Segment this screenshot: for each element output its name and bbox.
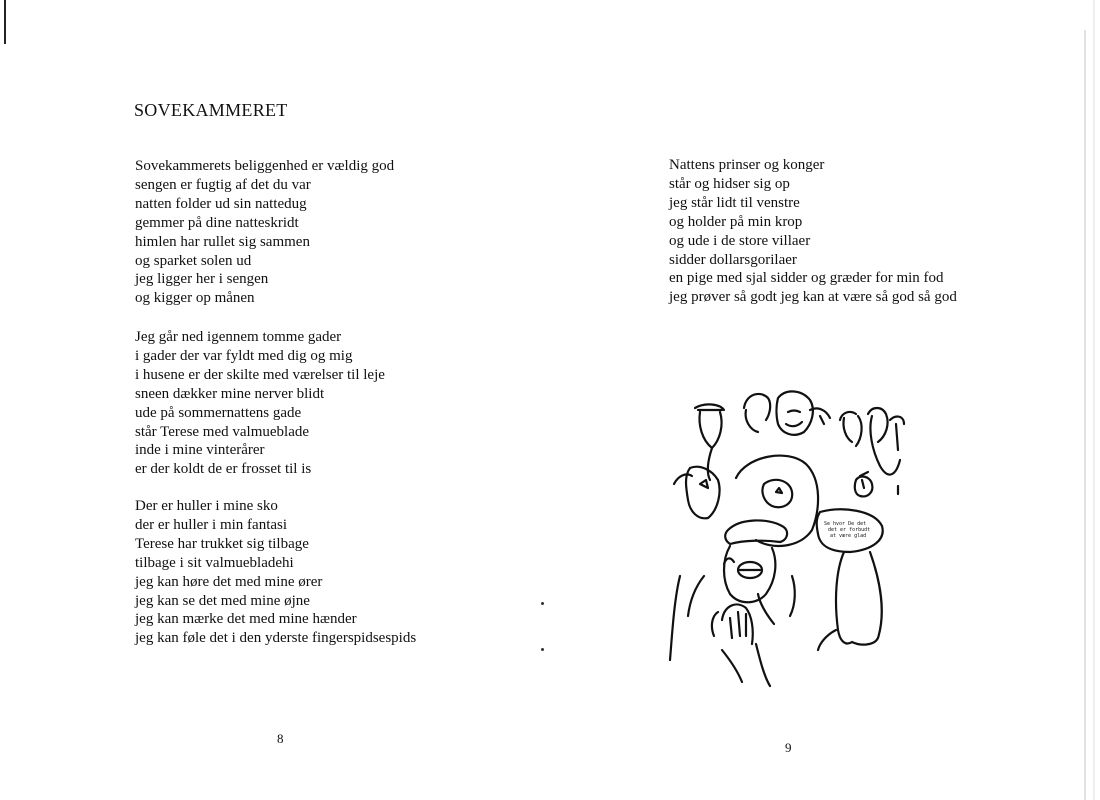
poem-line: jeg står lidt til venstre	[669, 194, 800, 211]
poem-line: står og hidser sig op	[669, 175, 790, 192]
page-edge-left	[4, 0, 6, 44]
page-number-left: 8	[277, 731, 284, 746]
poem-line: gemmer på dine natteskridt	[135, 214, 299, 231]
poem-line: Jeg går ned igennem tomme gader	[135, 329, 342, 345]
poem-line: tilbage i sit valmuebladehi	[135, 554, 294, 571]
poem-line: ude på sommernattens gade	[135, 404, 302, 421]
poem-line: jeg kan se det med mine øjne	[135, 592, 310, 609]
poem-line: og kigger op månen	[135, 290, 255, 307]
poem-line: og sparket solen ud	[135, 252, 252, 269]
poem-line: natten folder ud sin nattedug	[135, 195, 307, 212]
poem-line: sidder dollarsgorilaer	[669, 251, 797, 268]
poem-line: himlen har rullet sig sammen	[135, 233, 310, 250]
poem-line: sengen er fugtig af det du var	[135, 176, 311, 193]
poem-line: en pige med sjal sidder og græder for min fod	[669, 270, 944, 287]
page-edge-right	[1084, 30, 1086, 800]
poem-stanza	[135, 497, 416, 648]
poem-line: er der koldt de er frosset til is	[135, 461, 312, 478]
poem-line: Der er huller i mine sko	[135, 498, 278, 514]
speck	[541, 648, 544, 651]
poem-line: jeg ligger her i sengen	[135, 271, 269, 288]
poem-line: Sovekammerets beliggenhed er vældig god	[135, 158, 395, 174]
speck	[541, 602, 544, 605]
poem-line: Nattens prinser og konger	[669, 157, 825, 173]
poem-line: Terese har trukket sig tilbage	[135, 535, 309, 552]
poem-line: og holder på min krop	[669, 213, 803, 230]
page-number-right: 9	[785, 740, 792, 755]
poem-title: SOVEKAMMERET	[134, 100, 288, 120]
poem-line: der er huller i min fantasi	[135, 516, 288, 533]
page-edge-right-outer	[1093, 0, 1095, 800]
poem-line: jeg kan høre det med mine ører	[135, 573, 323, 590]
poem-line: jeg kan føle det i den yderste fingerspidsespids	[135, 630, 417, 647]
poem-line: i gader der var fyldt med dig og mig	[135, 347, 353, 364]
poem-line: sneen dækker mine nerver blidt	[135, 385, 325, 402]
sign-text-line: Se hvor De det	[824, 521, 867, 527]
sign-text-line: det er forbudt	[828, 527, 871, 533]
poem-line: inde i mine vinterårer	[135, 442, 265, 459]
poem-line: og ude i de store villaer	[669, 232, 811, 249]
poem-line: jeg kan mærke det med mine hænder	[135, 611, 357, 628]
poem-line: i husene er der skilte med værelser til leje	[135, 366, 385, 383]
poem-stanza	[135, 328, 385, 479]
poem-line: jeg prøver så godt jeg kan at være så god så god	[669, 289, 957, 306]
line-drawing-crowd-illustration	[660, 380, 920, 700]
poem-stanza	[135, 157, 394, 308]
poem-stanza	[669, 156, 957, 307]
poem-line: står Terese med valmueblade	[135, 423, 310, 440]
sign-text-line: at være glad	[830, 533, 867, 539]
